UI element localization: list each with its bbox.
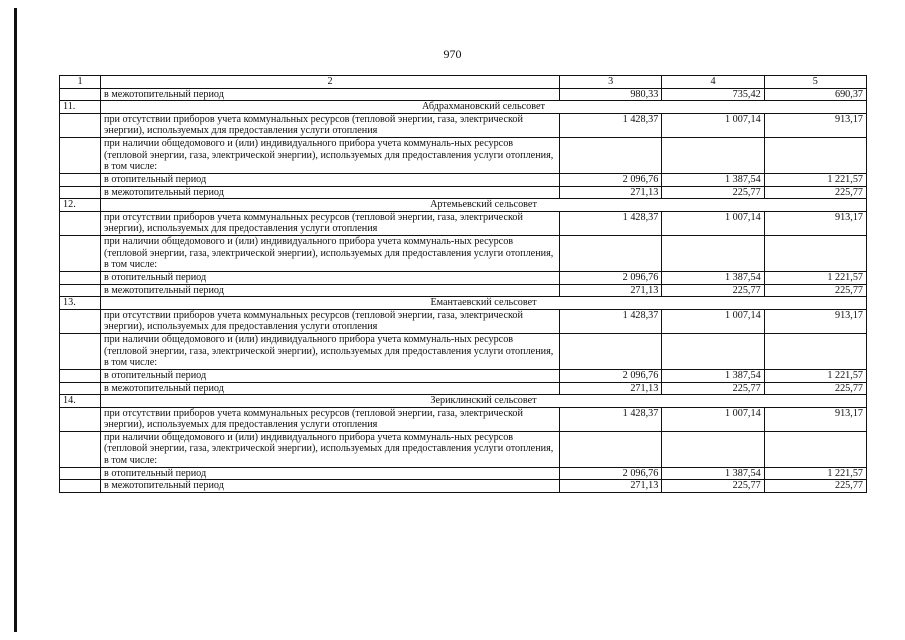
row-description: в межотопительный период: [101, 88, 560, 101]
section-header-row: [60, 297, 867, 310]
row-number-cell: [60, 271, 101, 284]
value-col-3: 1 428,37: [560, 113, 662, 137]
row-description: в отопительный период: [101, 173, 560, 186]
value-col-3: 1 428,37: [560, 309, 662, 333]
table-row: [60, 271, 867, 284]
value-col-5: 1 221,57: [764, 173, 866, 186]
row-number-cell: [60, 211, 101, 235]
value-col-5: [764, 431, 866, 467]
row-description: в межотопительный период: [101, 382, 560, 395]
table-row: [60, 113, 867, 137]
row-number-cell: [60, 333, 101, 369]
tariff-table-body: [60, 76, 867, 493]
table-row: [60, 407, 867, 431]
table-row: [60, 480, 867, 493]
value-col-5: [764, 235, 866, 271]
section-number: 12.: [60, 199, 101, 212]
page-number: 970: [443, 47, 462, 61]
value-col-5: 913,17: [764, 309, 866, 333]
value-col-3: [560, 431, 662, 467]
section-header-row: [60, 199, 867, 212]
table-row: [60, 186, 867, 199]
value-col-4: 1 387,54: [662, 369, 764, 382]
row-number-cell: [60, 88, 101, 101]
value-col-5: 913,17: [764, 211, 866, 235]
value-col-4: [662, 431, 764, 467]
row-description: при наличии общедомового и (или) индивидуального прибора учета коммуналь-ных ресурсов (тепловой энергии, газа, электрической энергии), используемых для предоставления услуги отопления, в том числе:: [101, 333, 560, 369]
table-row: [60, 369, 867, 382]
row-description: при отсутствии приборов учета коммунальных ресурсов (тепловой энергии, газа, электрической энергии), используемых для предоставления услуги отопления: [101, 407, 560, 431]
table-row: [60, 88, 867, 101]
section-number: 11.: [60, 101, 101, 114]
column-header-5: 5: [764, 76, 866, 89]
value-col-3: 980,33: [560, 88, 662, 101]
value-col-3: 271,13: [560, 186, 662, 199]
section-name: Абдрахмановский сельсовет: [101, 101, 867, 114]
row-number-cell: [60, 309, 101, 333]
table-row: [60, 235, 867, 271]
value-col-4: 225,77: [662, 284, 764, 297]
value-col-5: [764, 333, 866, 369]
value-col-3: 271,13: [560, 284, 662, 297]
value-col-5: 225,77: [764, 284, 866, 297]
value-col-3: 271,13: [560, 382, 662, 395]
row-number-cell: [60, 137, 101, 173]
value-col-4: 1 387,54: [662, 467, 764, 480]
table-row: [60, 211, 867, 235]
row-number-cell: [60, 407, 101, 431]
table-row: [60, 431, 867, 467]
column-header-1: 1: [60, 76, 101, 89]
value-col-5: [764, 137, 866, 173]
row-number-cell: [60, 186, 101, 199]
section-name: Зериклинский сельсовет: [101, 395, 867, 408]
value-col-3: 1 428,37: [560, 211, 662, 235]
table-row: [60, 467, 867, 480]
value-col-5: 1 221,57: [764, 369, 866, 382]
section-header-row: [60, 395, 867, 408]
section-header-row: [60, 101, 867, 114]
row-description: при отсутствии приборов учета коммунальных ресурсов (тепловой энергии, газа, электрической энергии), используемых для предоставления услуги отопления: [101, 113, 560, 137]
table-row: [60, 382, 867, 395]
row-number-cell: [60, 113, 101, 137]
value-col-4: [662, 333, 764, 369]
column-header-3: 3: [560, 76, 662, 89]
table-row: [60, 137, 867, 173]
row-description: в межотопительный период: [101, 284, 560, 297]
row-description: в отопительный период: [101, 467, 560, 480]
value-col-4: 1 007,14: [662, 113, 764, 137]
table-row: [60, 284, 867, 297]
value-col-4: 735,42: [662, 88, 764, 101]
value-col-3: 2 096,76: [560, 467, 662, 480]
value-col-5: 1 221,57: [764, 467, 866, 480]
value-col-4: 225,77: [662, 382, 764, 395]
value-col-4: 1 007,14: [662, 407, 764, 431]
column-header-row: [60, 76, 867, 89]
table-row: [60, 173, 867, 186]
value-col-4: 1 387,54: [662, 173, 764, 186]
value-col-4: 1 387,54: [662, 271, 764, 284]
row-description: при наличии общедомового и (или) индивидуального прибора учета коммуналь-ных ресурсов (тепловой энергии, газа, электрической энергии), используемых для предоставления услуги отопления, в том числе:: [101, 137, 560, 173]
value-col-3: [560, 235, 662, 271]
value-col-3: 2 096,76: [560, 173, 662, 186]
row-description: в отопительный период: [101, 369, 560, 382]
row-description: при наличии общедомового и (или) индивидуального прибора учета коммуналь-ных ресурсов (тепловой энергии, газа, электрической энергии), используемых для предоставления услуги отопления, в том числе:: [101, 235, 560, 271]
value-col-5: 690,37: [764, 88, 866, 101]
row-number-cell: [60, 382, 101, 395]
value-col-5: 913,17: [764, 113, 866, 137]
value-col-3: 2 096,76: [560, 369, 662, 382]
row-description: в отопительный период: [101, 271, 560, 284]
row-number-cell: [60, 173, 101, 186]
section-number: 14.: [60, 395, 101, 408]
value-col-4: 225,77: [662, 480, 764, 493]
row-number-cell: [60, 235, 101, 271]
value-col-3: [560, 137, 662, 173]
column-header-4: 4: [662, 76, 764, 89]
scan-margin-line: [14, 8, 17, 632]
value-col-3: 271,13: [560, 480, 662, 493]
section-name: Емантаевский сельсовет: [101, 297, 867, 310]
value-col-4: 1 007,14: [662, 211, 764, 235]
tariff-table: [59, 75, 867, 493]
row-number-cell: [60, 467, 101, 480]
row-number-cell: [60, 431, 101, 467]
value-col-4: [662, 235, 764, 271]
row-number-cell: [60, 480, 101, 493]
section-number: 13.: [60, 297, 101, 310]
table-row: [60, 309, 867, 333]
value-col-5: 1 221,57: [764, 271, 866, 284]
value-col-4: 1 007,14: [662, 309, 764, 333]
row-description: при отсутствии приборов учета коммунальных ресурсов (тепловой энергии, газа, электрической энергии), используемых для предоставления услуги отопления: [101, 309, 560, 333]
row-description: в межотопительный период: [101, 186, 560, 199]
value-col-5: 225,77: [764, 382, 866, 395]
value-col-5: 225,77: [764, 186, 866, 199]
row-description: в межотопительный период: [101, 480, 560, 493]
value-col-3: 1 428,37: [560, 407, 662, 431]
row-number-cell: [60, 284, 101, 297]
value-col-5: 913,17: [764, 407, 866, 431]
value-col-3: 2 096,76: [560, 271, 662, 284]
section-name: Артемьевский сельсовет: [101, 199, 867, 212]
value-col-4: 225,77: [662, 186, 764, 199]
table-row: [60, 333, 867, 369]
row-description: при отсутствии приборов учета коммунальных ресурсов (тепловой энергии, газа, электрической энергии), используемых для предоставления услуги отопления: [101, 211, 560, 235]
value-col-3: [560, 333, 662, 369]
column-header-2: 2: [101, 76, 560, 89]
row-description: при наличии общедомового и (или) индивидуального прибора учета коммуналь-ных ресурсов (тепловой энергии, газа, электрической энергии), используемых для предоставления услуги отопления, в том числе:: [101, 431, 560, 467]
row-number-cell: [60, 369, 101, 382]
value-col-4: [662, 137, 764, 173]
value-col-5: 225,77: [764, 480, 866, 493]
